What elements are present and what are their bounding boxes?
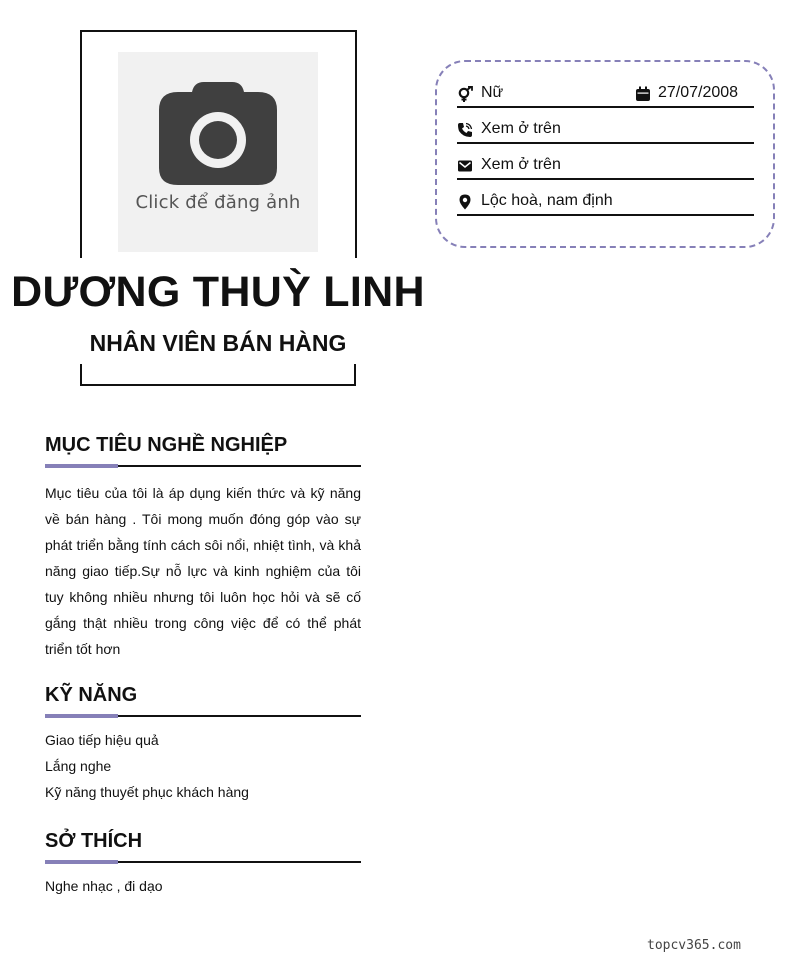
contact-box: [435, 60, 775, 248]
list-item: Giao tiếp hiệu quả: [45, 732, 159, 748]
contact-row-email: [457, 154, 754, 180]
section-hobbies: [45, 830, 361, 899]
photo-caption: Click để đăng ảnh: [135, 192, 301, 213]
skills-list: [45, 727, 361, 805]
email-value: Xem ở trên: [481, 156, 561, 173]
section-title: SỞ THÍCH: [45, 830, 143, 852]
section-title: KỸ NĂNG: [45, 684, 138, 706]
list-item: Nghe nhạc , đi dạo: [45, 878, 163, 894]
envelope-icon: [457, 158, 473, 174]
address-value: Lộc hoà, nam định: [481, 192, 613, 209]
phone-value: Xem ở trên: [481, 120, 561, 137]
contact-row-gender-dob: [457, 82, 754, 108]
section-divider: [45, 860, 361, 865]
contact-row-phone: [457, 118, 754, 144]
phone-icon: [457, 122, 473, 138]
objective-text: Mục tiêu của tôi là áp dụng kiến thức và kỹ năng về bán hàng . Tôi mong muốn đóng góp vào sự phát triển bằng tính cách sôi nổi, nhiệt tình, và khả năng giao tiếp.Sự nỗ lực và kinh nghiệm của tôi tuy không nhiều nhưng tôi luôn học hỏi và sẽ cố gắng thật nhiều trong công việc để có thể phát triển tốt hơn: [45, 485, 361, 657]
photo-frame-bottom: [80, 364, 356, 386]
dob-value: 27/07/2008: [658, 84, 739, 101]
list-item: Kỹ năng thuyết phục khách hàng: [45, 784, 249, 800]
section-objective: [45, 434, 361, 662]
calendar-icon: [635, 86, 651, 102]
venus-mars-icon: [457, 86, 473, 102]
list-item: Lắng nghe: [45, 758, 112, 774]
section-title: MỤC TIÊU NGHỀ NGHIỆP: [45, 434, 288, 456]
hobbies-list: [45, 873, 361, 899]
section-divider: [45, 714, 361, 719]
watermark: topcv365.com: [647, 938, 741, 953]
full-name: DƯƠNG THUỲ LINH: [0, 268, 436, 317]
avatar-upload[interactable]: [118, 52, 318, 252]
map-marker-icon: [457, 194, 473, 210]
section-skills: [45, 684, 361, 805]
job-title: NHÂN VIÊN BÁN HÀNG: [89, 330, 347, 356]
contact-row-address: [457, 190, 754, 216]
gender-value: Nữ: [481, 84, 504, 101]
section-divider: [45, 464, 361, 469]
camera-icon: [158, 82, 278, 186]
